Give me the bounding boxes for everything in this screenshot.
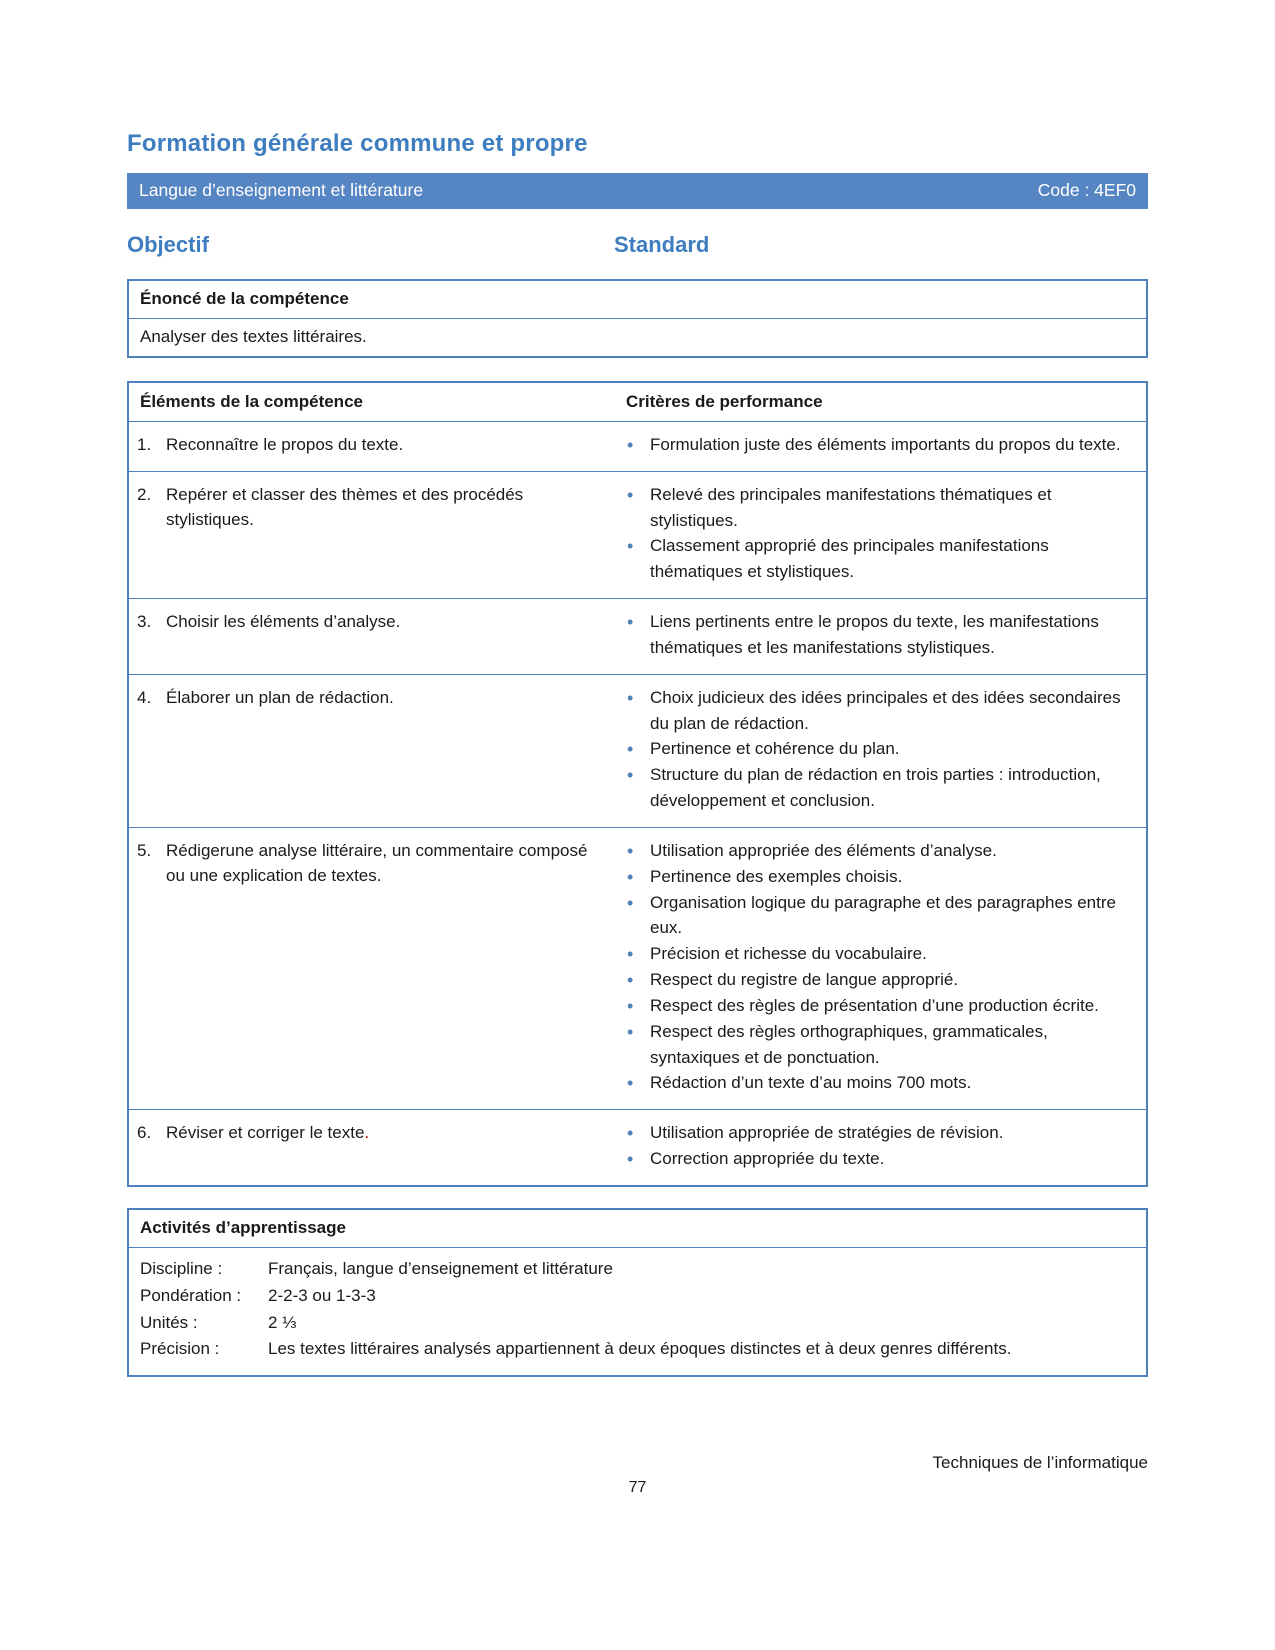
table-row — [128, 422, 1147, 472]
objectif-heading: Objectif — [127, 232, 209, 257]
activite-row — [140, 1283, 1135, 1310]
course-banner — [127, 173, 1148, 209]
criteria-item: • Formulation juste des éléments importants du propos du texte. — [623, 432, 1135, 458]
criteria-list — [623, 432, 1135, 458]
table-row — [128, 599, 1147, 675]
page-content — [127, 0, 1148, 1377]
criteria-item: • Choix judicieux des idées principales et des idées secondaires du plan de rédaction. — [623, 685, 1135, 737]
criteria-item: • Liens pertinents entre le propos du texte, les manifestations thématiques et les manifestations stylistiques. — [623, 609, 1135, 661]
table-row — [128, 471, 1147, 598]
criteria-item: • Pertinence des exemples choisis. — [623, 864, 1135, 890]
activite-label: Précision : — [140, 1339, 220, 1359]
element-text: 3. Choisir les éléments d’analyse. — [137, 609, 604, 635]
element-number: 5. — [137, 840, 152, 860]
criteria-item: • Organisation logique du paragraphe et des paragraphes entre eux. — [623, 890, 1135, 942]
activite-label: Unités : — [140, 1312, 198, 1332]
criteria-cell — [615, 422, 1147, 472]
activites-body — [129, 1248, 1146, 1375]
criteria-item: • Utilisation appropriée de stratégies de révision. — [623, 1120, 1135, 1146]
table-row — [128, 1110, 1147, 1186]
element-number: 4. — [137, 687, 152, 707]
criteria-item: • Relevé des principales manifestations thématiques et stylistiques. — [623, 482, 1135, 534]
activite-label: Pondération : — [140, 1285, 242, 1305]
activite-value: Les textes littéraires analysés appartiennent à deux époques distinctes et à deux genres différents. — [268, 1339, 1012, 1359]
element-cell — [128, 827, 615, 1109]
activite-value: 2 ⅓ — [268, 1312, 297, 1332]
element-text: 2. Repérer et classer des thèmes et des procédés stylistiques. — [137, 482, 604, 533]
criteria-cell — [615, 599, 1147, 675]
activites-header: Activités d’apprentissage — [129, 1210, 1146, 1248]
banner-course-code: Code : 4EF0 — [1037, 180, 1136, 200]
criteria-list — [623, 482, 1135, 585]
competence-table — [127, 381, 1148, 1187]
criteria-item: • Rédaction d’un texte d’au moins 700 mots. — [623, 1070, 1135, 1096]
criteria-list — [623, 609, 1135, 661]
enonce-header: Énoncé de la compétence — [129, 281, 1146, 319]
column-header-criteres: Critères de performance — [615, 382, 1147, 422]
criteria-item: • Classement approprié des principales manifestations thématiques et stylistiques. — [623, 533, 1135, 585]
element-text: 4. Élaborer un plan de rédaction. — [137, 685, 604, 711]
element-text-main: Réviser et corriger le texte — [166, 1123, 365, 1143]
criteria-cell — [615, 471, 1147, 598]
activite-row — [140, 1336, 1135, 1363]
footer-program-name: Techniques de l’informatique — [932, 1453, 1148, 1472]
table-header-row — [128, 382, 1147, 422]
standard-heading: Standard — [614, 232, 710, 257]
activite-value: 2-2-3 ou 1-3-3 — [268, 1285, 376, 1305]
column-header-elements: Éléments de la compétence — [128, 382, 615, 422]
criteria-item: • Pertinence et cohérence du plan. — [623, 736, 1135, 762]
element-cell — [128, 471, 615, 598]
activite-row — [140, 1256, 1135, 1283]
criteria-item: • Précision et richesse du vocabulaire. — [623, 941, 1135, 967]
criteria-item: • Utilisation appropriée des éléments d’analyse. — [623, 838, 1135, 864]
criteria-item: • Structure du plan de rédaction en trois parties : introduction, développement et conclusion. — [623, 762, 1135, 814]
table-row — [128, 674, 1147, 827]
page-title: Formation générale commune et propre — [127, 130, 588, 157]
element-cell — [128, 1110, 615, 1186]
criteria-item: • Correction appropriée du texte. — [623, 1146, 1135, 1172]
element-number: 2. — [137, 484, 152, 504]
banner-course-name: Langue d’enseignement et littérature — [139, 180, 424, 200]
element-number: 6. — [137, 1123, 152, 1143]
criteria-item: • Respect du registre de langue approprié. — [623, 967, 1135, 993]
element-text: 5. Rédigerune analyse littéraire, un commentaire composé ou une explication de textes. — [137, 838, 604, 889]
activite-row — [140, 1310, 1135, 1337]
element-cell — [128, 599, 615, 675]
enonce-box — [127, 279, 1148, 358]
page-number: 77 — [628, 1479, 647, 1496]
criteria-item: • Respect des règles de présentation d’une production écrite. — [623, 993, 1135, 1019]
red-period: . — [364, 1123, 370, 1143]
criteria-cell — [615, 674, 1147, 827]
criteria-cell — [615, 1110, 1147, 1186]
activite-label: Discipline : — [140, 1258, 223, 1278]
enonce-body: Analyser des textes littéraires. — [140, 327, 367, 346]
element-cell — [128, 674, 615, 827]
criteria-list — [623, 685, 1135, 814]
element-number: 3. — [137, 612, 152, 632]
element-text — [137, 1120, 604, 1146]
criteria-list — [623, 838, 1135, 1096]
activite-value: Français, langue d’enseignement et littérature — [268, 1258, 613, 1278]
activites-box — [127, 1208, 1148, 1377]
criteria-item: • Respect des règles orthographiques, grammaticales, syntaxiques et de ponctuation. — [623, 1019, 1135, 1071]
table-row — [128, 827, 1147, 1109]
criteria-list — [623, 1120, 1135, 1172]
criteria-cell — [615, 827, 1147, 1109]
element-number: 1. — [137, 435, 152, 454]
element-text: 1. Reconnaître le propos du texte. — [137, 432, 604, 458]
section-headings — [127, 232, 1148, 258]
element-cell — [128, 422, 615, 472]
